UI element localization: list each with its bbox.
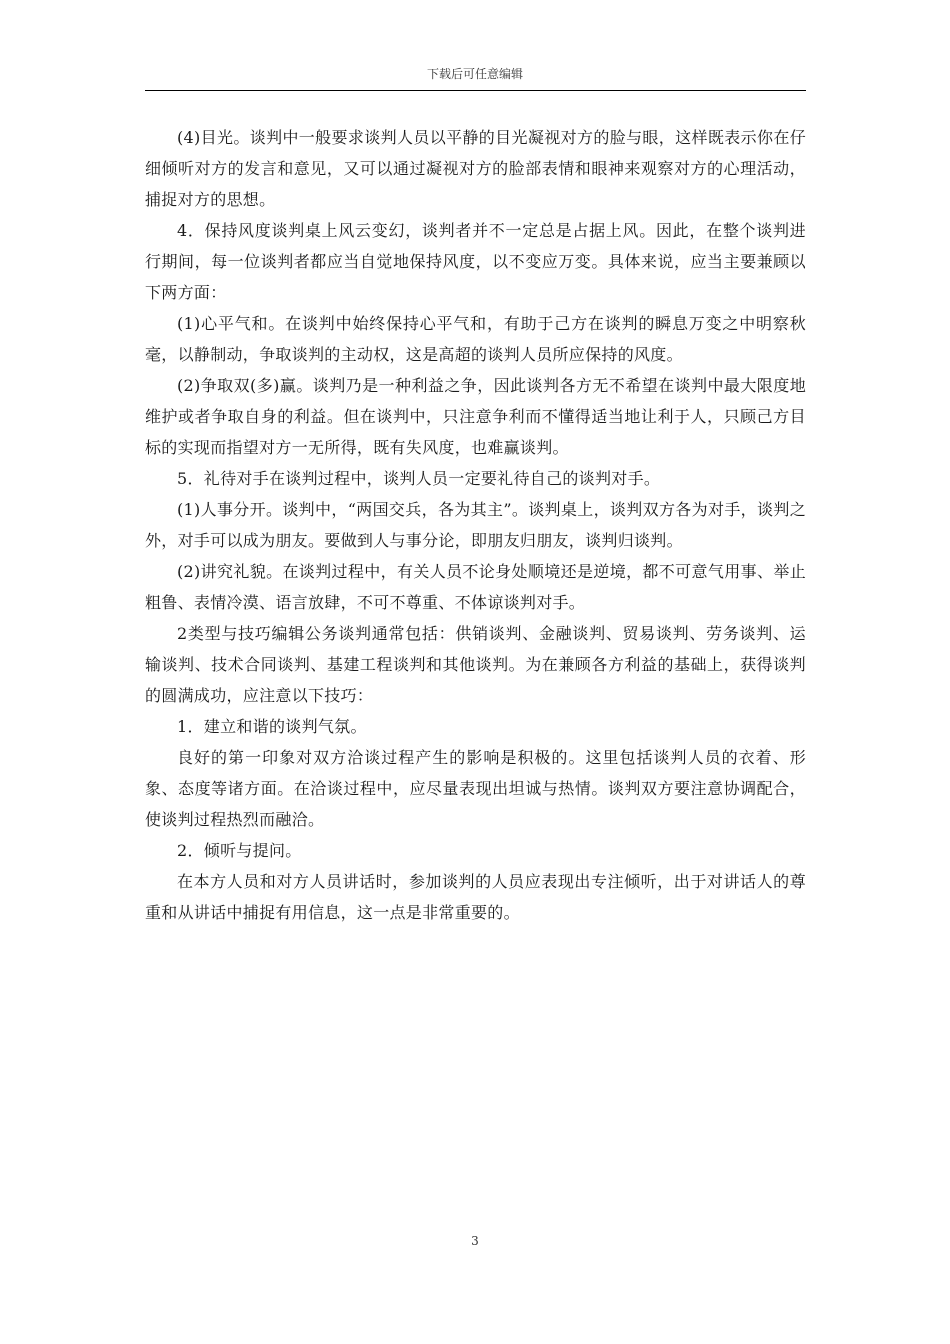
paragraph-politeness: (2)讲究礼貌。在谈判过程中，有关人员不论身处顺境还是逆境，都不可意气用事、举止粗鲁、表情冷漠、语言放肆，不可不尊重、不体谅谈判对手。 [145,562,806,612]
paragraph-attentive-listening: 在本方人员和对方人员讲话时，参加谈判的人员应表现出专注倾听，出于对讲话人的尊重和从讲话中捕捉有用信息，这一点是非常重要的。 [145,872,806,922]
page-number: 3 [471,1234,479,1248]
paragraph-eye-contact: (4)目光。谈判中一般要求谈判人员以平静的目光凝视对方的脸与眼，这样既表示你在仔细倾听对方的发言和意见，又可以通过凝视对方的脸部表情和眼神来观察对方的心理活动，捕捉对方的思想。 [145,128,806,209]
paragraph-keep-composure: 4．保持风度谈判桌上风云变幻，谈判者并不一定总是占据上风。因此，在整个谈判进行期间，每一位谈判者都应当自觉地保持风度，以不变应万变。具体来说，应当主要兼顾以下两方面： [145,221,806,302]
paragraph-listen-and-ask: 2．倾听与提问。 [177,841,302,860]
paragraph-types-and-skills: 2类型与技巧编辑公务谈判通常包括：供销谈判、金融谈判、贸易谈判、劳务谈判、运输谈判、技术合同谈判、基建工程谈判和其他谈判。为在兼顾各方利益的基础上，获得谈判的圆满成功，应注意以下技巧： [145,624,806,705]
paragraph-harmonious-atmosphere: 1．建立和谐的谈判气氛。 [177,717,367,736]
paragraph-first-impression: 良好的第一印象对双方洽谈过程产生的影响是积极的。这里包括谈判人员的衣着、形象、态度等诸方面。在洽谈过程中，应尽量表现出坦诚与热情。谈判双方要注意协调配合，使谈判过程热烈而融洽。 [145,748,806,829]
document-body [145,122,806,928]
page-header: 下载后可任意编辑 [426,67,523,81]
paragraph-respect-opponent: 5．礼待对手在谈判过程中，谈判人员一定要礼待自己的谈判对手。 [177,469,661,488]
paragraph-separate-people-issues: (1)人事分开。谈判中，“两国交兵，各为其主”。谈判桌上，谈判双方各为对手，谈判之外，对手可以成为朋友。要做到人与事分论，即朋友归朋友，谈判归谈判。 [145,500,806,550]
paragraph-calm-mind: (1)心平气和。在谈判中始终保持心平气和，有助于己方在谈判的瞬息万变之中明察秋毫，以静制动，争取谈判的主动权，这是高超的谈判人员所应保持的风度。 [145,314,806,364]
paragraph-win-win: (2)争取双(多)赢。谈判乃是一种利益之争，因此谈判各方无不希望在谈判中最大限度地维护或者争取自身的利益。但在谈判中，只注意争利而不懂得适当地让利于人，只顾己方目标的实现而指望对方一无所得，既有失风度，也难赢谈判。 [145,376,806,457]
header-divider [145,90,806,91]
